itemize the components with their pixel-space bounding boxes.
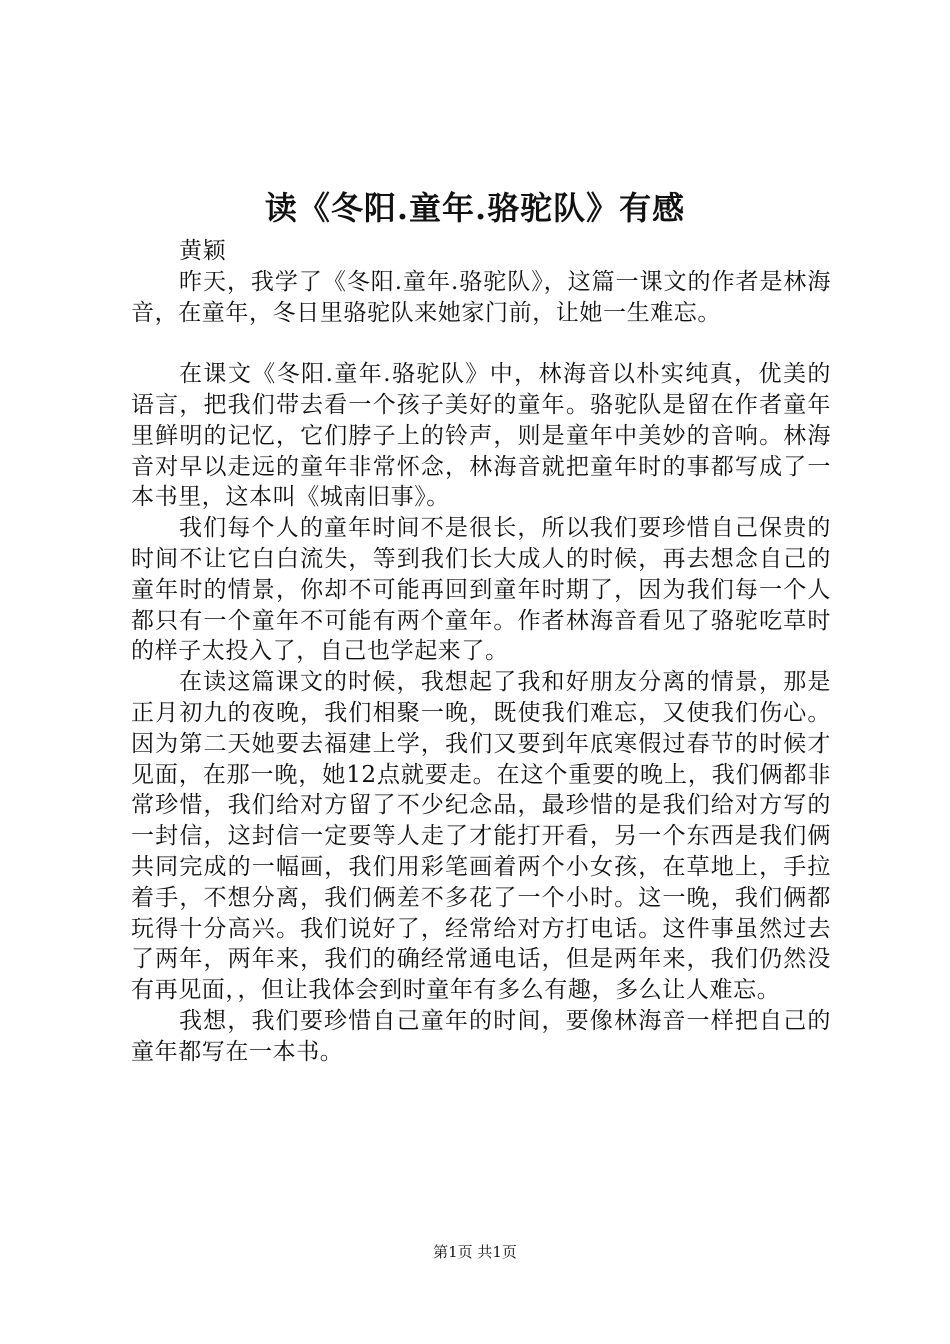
paragraph-1: 昨天，我学了《冬阳.童年.骆驼队》，这篇一课文的作者是林海音，在童年，冬日里骆驼队来她家门前，让她一生难忘。 [131, 268, 831, 326]
page-footer: 第1页 共1页 [433, 1243, 517, 1261]
author-name: 黄颖 [179, 238, 227, 264]
document-body [131, 236, 831, 1068]
blank-line [131, 328, 831, 359]
paragraph-5: 我想，我们要珍惜自己童年的时间，要像林海音一样把自己的童年都写在一本书。 [131, 1007, 831, 1065]
paragraph-4: 在读这篇课文的时候，我想起了我和好朋友分离的情景，那是正月初九的夜晚，我们相聚一晚，既使我们难忘，又使我们伤心。因为第二天她要去福建上学，我们又要到年底寒假过春节的时候才见面，在那一晚，她12点就要走。在这个重要的晚上，我们俩都非常珍惜，我们给对方留了不少纪念品，最珍惜的是我们给对方写的一封信，这封信一定要等人走了才能打开看，另一个东西是我们俩共同完成的一幅画，我们用彩笔画着两个小女孩，在草地上，手拉着手，不想分离，我们俩差不多花了一个小时。这一晚，我们俩都玩得十分高兴。我们说好了，经常给对方打电话。这件事虽然过去了两年，两年来，我们的确经常通电话，但是两年来，我们仍然没有再见面，，但让我体会到时童年有多么有趣，多么让人难忘。 [131, 669, 831, 1004]
paragraph-3: 我们每个人的童年时间不是很长，所以我们要珍惜自己保贵的时间不让它白白流失，等到我们长大成人的时候，再去想念自己的童年时的情景，你却不可能再回到童年时期了，因为我们每一个人都只有一个童年不可能有两个童年。作者林海音看见了骆驼吃草时的样子太投入了，自己也学起来了。 [131, 515, 831, 665]
paragraph-2: 在课文《冬阳.童年.骆驼队》中，林海音以朴实纯真，优美的语言，把我们带去看一个孩子美好的童年。骆驼队是留在作者童年里鲜明的记忆，它们脖子上的铃声，则是童年中美妙的音响。林海音对早以走远的童年非常怀念，林海音就把童年时的事都写成了一本书里，这本叫《城南旧事》。 [131, 361, 831, 511]
document-title: 读《冬阳.童年.骆驼队》有感 [264, 189, 686, 227]
